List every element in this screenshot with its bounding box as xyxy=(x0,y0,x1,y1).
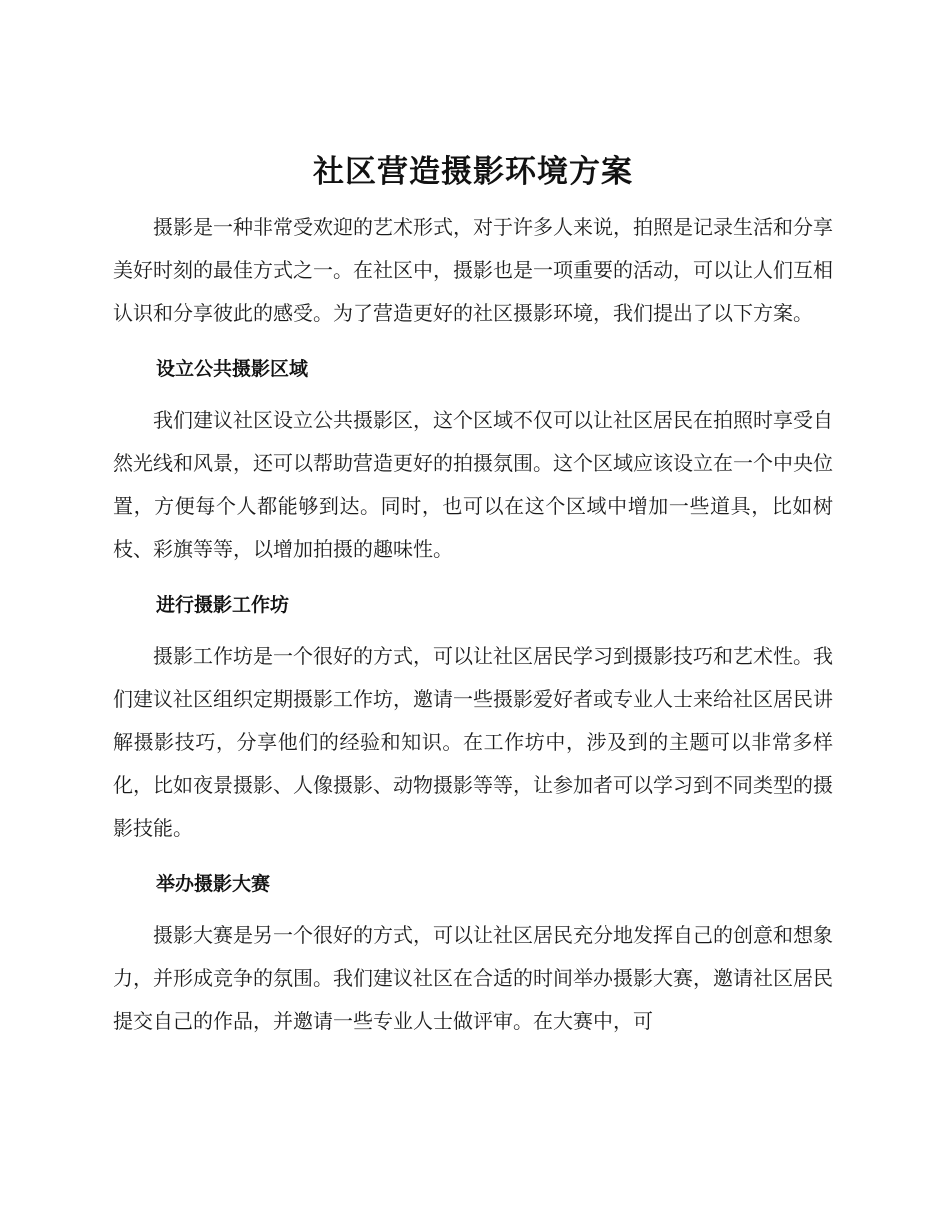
intro-paragraph: 摄影是一种非常受欢迎的艺术形式，对于许多人来说，拍照是记录生活和分享美好时刻的最佳方式之一。在社区中，摄影也是一项重要的活动，可以让人们互相认识和分享彼此的感受。为了营造更好的社区摄影环境，我们提出了以下方案。 xyxy=(113,215,833,325)
section-photo-workshop xyxy=(113,589,833,850)
section-heading: 设立公共摄影区域 xyxy=(156,358,309,380)
section-heading: 进行摄影工作坊 xyxy=(156,594,290,616)
section-paragraph: 摄影工作坊是一个很好的方式，可以让社区居民学习到摄影技巧和艺术性。我们建议社区组织定期摄影工作坊，邀请一些摄影爱好者或专业人士来给社区居民讲解摄影技巧，分享他们的经验和知识。在工作坊中，涉及到的主题可以非常多样化，比如夜景摄影、人像摄影、动物摄影等等，让参加者可以学习到不同类型的摄影技能。 xyxy=(113,644,833,840)
section-photo-contest xyxy=(113,868,833,1043)
document-page xyxy=(113,150,833,1043)
section-paragraph: 我们建议社区设立公共摄影区，这个区域不仅可以让社区居民在拍照时享受自然光线和风景，还可以帮助营造更好的拍摄氛围。这个区域应该设立在一个中央位置，方便每个人都能够到达。同时，也可以在这个区域中增加一些道具，比如树枝、彩旗等等，以增加拍摄的趣味性。 xyxy=(113,408,833,561)
document-title: 社区营造摄影环境方案 xyxy=(313,154,633,190)
section-heading: 举办摄影大赛 xyxy=(156,873,271,895)
section-paragraph: 摄影大赛是另一个很好的方式，可以让社区居民充分地发挥自己的创意和想象力，并形成竞争的氛围。我们建议社区在合适的时间举办摄影大赛，邀请社区居民提交自己的作品，并邀请一些专业人士做评审。在大赛中，可 xyxy=(113,923,833,1033)
section-public-photo-area xyxy=(113,353,833,571)
